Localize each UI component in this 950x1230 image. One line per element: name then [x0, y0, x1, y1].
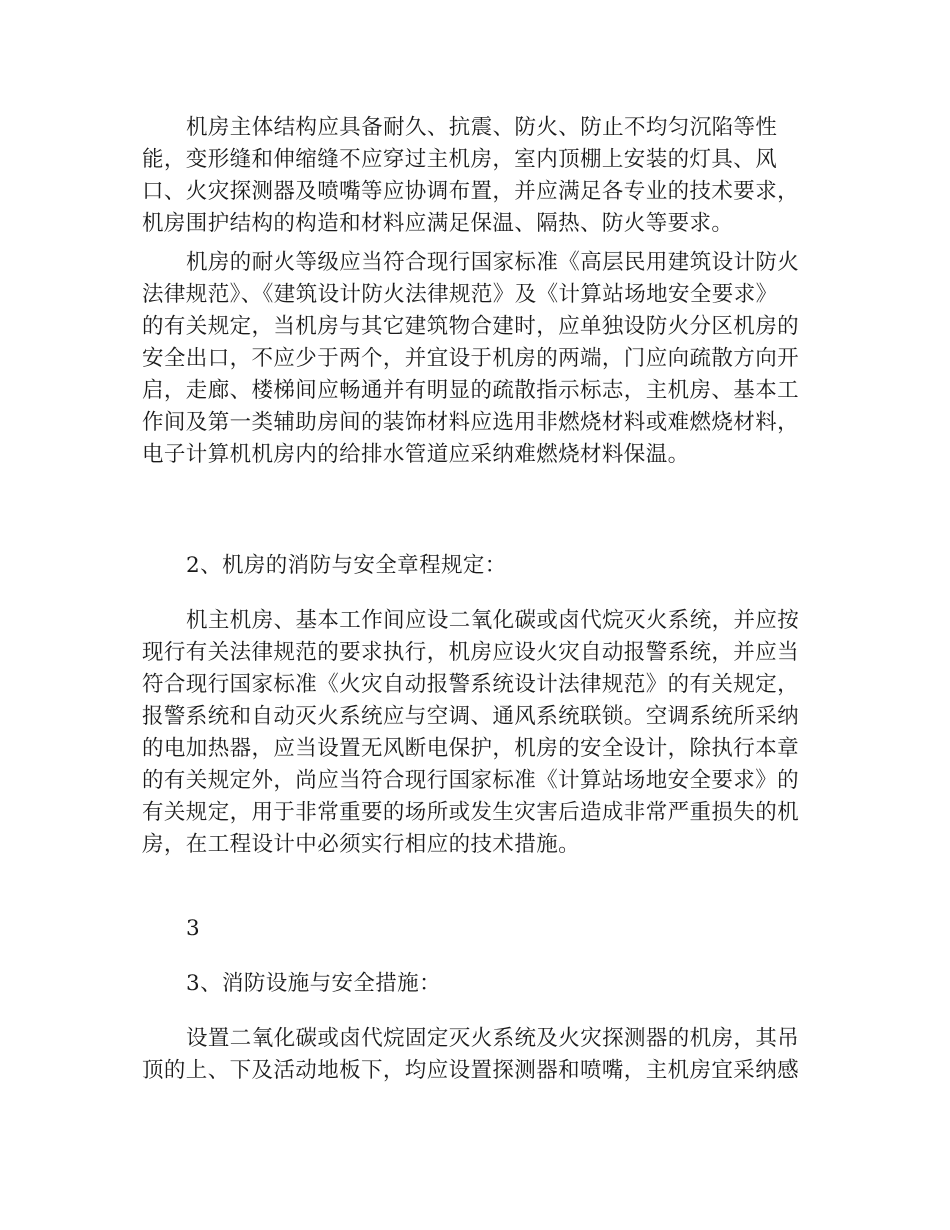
section-heading-3 — [142, 968, 810, 1000]
text-line: 的有关规定，当机房与其它建筑物合建时，应单独设防火分区机房的 — [142, 314, 800, 339]
text-line: 电子计算机机房内的给排水管道应采纳难燃烧材料保温。 — [142, 442, 690, 467]
section-heading-2 — [142, 550, 810, 582]
text-line: 法律规范》、《建筑设计防火法律规范》及《计算站场地安全要求》 — [142, 282, 778, 307]
text-line: 机房主体结构应具备耐久、抗震、防火、防止不均匀沉陷等性 — [186, 115, 778, 140]
text-line: 安全出口，不应少于两个，并宜设于机房的两端，门应向疏散方向开 — [142, 346, 800, 371]
text-line: 机房的耐火等级应当符合现行国家标准《高层民用建筑设计防火 — [186, 250, 800, 275]
paragraph-fire-resistance — [142, 247, 810, 471]
text-line: 3、消防设施与安全措施： — [186, 971, 441, 996]
page-number-text — [142, 913, 810, 945]
text-line: 的电加热器，应当设置无风断电保护，机房的安全设计，除执行本章 — [142, 736, 800, 761]
text-line: 2、机房的消防与安全章程规定： — [186, 553, 507, 578]
text-line: 能，变形缝和伸缩缝不应穿过主机房，室内顶棚上安装的灯具、风 — [142, 147, 778, 172]
text-line: 机房围护结构的构造和材料应满足保温、隔热、防火等要求。 — [142, 211, 734, 236]
text-line: 现行有关法律规范的要求执行，机房应设火灾自动报警系统，并应当 — [142, 640, 800, 665]
text-line: 报警系统和自动灭火系统应与空调、通风系统联锁。空调系统所采纳 — [142, 704, 800, 729]
text-line: 作间及第一类辅助房间的装饰材料应选用非燃烧材料或难燃烧材料， — [142, 410, 800, 435]
text-line: 启，走廊、楼梯间应畅通并有明显的疏散指示标志，主机房、基本工 — [142, 378, 800, 403]
text-line: 机主机房、基本工作间应设二氧化碳或卤代烷灭火系统，并应按 — [186, 608, 800, 633]
paragraph-fire-safety-rules — [142, 605, 810, 861]
paragraph-structure-requirements — [142, 112, 810, 240]
paragraph-fire-facilities — [142, 1023, 810, 1087]
text-line: 设置二氧化碳或卤代烷固定灭火系统及火灾探测器的机房，其吊 — [186, 1026, 800, 1051]
text-line: 顶的上、下及活动地板下，均应设置探测器和喷嘴，主机房宜采纳感 — [142, 1058, 800, 1083]
text-line: 的有关规定外，尚应当符合现行国家标准《计算站场地安全要求》的 — [142, 768, 800, 793]
text-line: 3 — [186, 916, 201, 941]
text-line: 符合现行国家标准《火灾自动报警系统设计法律规范》的有关规定， — [142, 672, 800, 697]
text-line: 有关规定，用于非常重要的场所或发生灾害后造成非常严重损失的机 — [142, 800, 800, 825]
text-line: 口、火灾探测器及喷嘴等应协调布置，并应满足各专业的技术要求， — [142, 179, 800, 204]
text-line: 房，在工程设计中必须实行相应的技术措施。 — [142, 832, 581, 857]
